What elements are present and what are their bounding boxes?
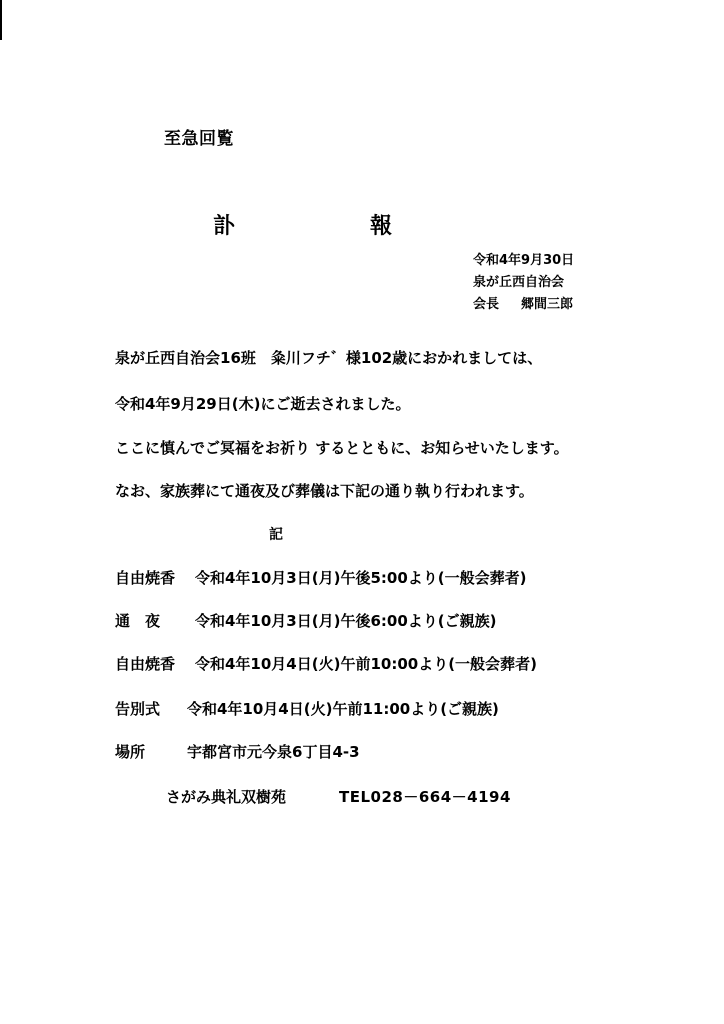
schedule-label: 自由焼香 — [115, 655, 176, 673]
schedule-detail: 令和4年10月4日(火)午前10:00より(一般会葬者) — [195, 655, 537, 673]
president-name: 郷間三郎 — [521, 297, 574, 312]
funeral-hall-tel: TEL028－664－4194 — [339, 788, 511, 806]
title-char-1: 訃 — [213, 214, 236, 239]
schedule-label: 通 夜 — [115, 612, 161, 630]
circular-header: 至急回覧 — [164, 129, 234, 149]
sender-organization: 泉が丘西自治会 — [473, 275, 565, 290]
schedule-row — [115, 614, 496, 629]
scan-edge-mark — [0, 0, 2, 40]
schedule-detail: 令和4年10月3日(月)午後6:00より(ご親族) — [195, 612, 497, 630]
ki-heading: 記 — [269, 527, 283, 543]
schedule-label: 自由焼香 — [115, 569, 176, 587]
schedule-row — [115, 702, 499, 717]
body-line: 泉が丘西自治会16班 粂川フチ゛様102歳におかれましては、 — [115, 349, 543, 367]
president-title: 会長 — [473, 297, 500, 312]
schedule-label: 告別式 — [115, 700, 161, 718]
schedule-detail: 令和4年10月3日(月)午後5:00より(一般会葬者) — [195, 569, 527, 587]
sender-president — [473, 298, 573, 311]
title-char-2: 報 — [370, 214, 393, 239]
schedule-row — [115, 745, 360, 760]
schedule-label: 場所 — [115, 743, 146, 761]
body-line: ここに慎んでご冥福をお祈り するとともに、お知らせいたします。 — [115, 439, 569, 457]
body-line: なお、家族葬にて通夜及び葬儀は下記の通り執り行われます。 — [115, 482, 534, 500]
schedule-detail: 宇都宮市元今泉6丁目4-3 — [187, 743, 360, 761]
schedule-row — [115, 657, 537, 672]
notice-date: 令和4年9月30日 — [473, 253, 575, 268]
schedule-detail: 令和4年10月4日(火)午前11:00より(ご親族) — [187, 700, 499, 718]
funeral-hall-name: さがみ典礼双樹苑 — [166, 788, 287, 806]
body-line: 令和4年9月29日(木)にご逝去されました。 — [115, 395, 411, 413]
schedule-row — [115, 571, 526, 586]
